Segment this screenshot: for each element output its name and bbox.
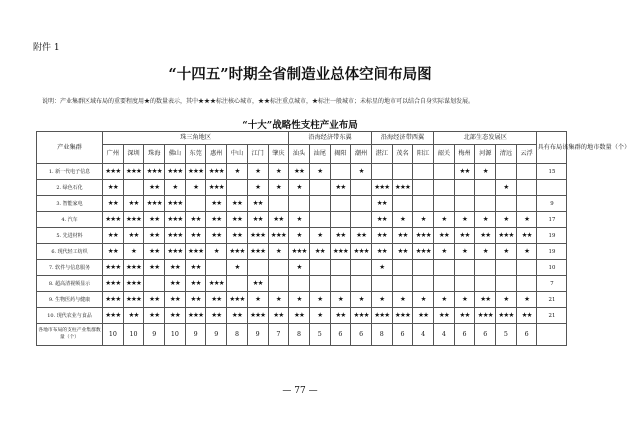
- star-rating-cell: ★★: [144, 308, 165, 324]
- star-rating-cell: ★★: [144, 292, 165, 308]
- star-rating-cell: ★★★: [206, 164, 227, 180]
- city-header: 东莞: [185, 145, 206, 164]
- city-header: 汕头: [289, 145, 310, 164]
- table-row: [37, 164, 567, 180]
- city-header: 深圳: [123, 145, 144, 164]
- star-rating-cell: [413, 164, 434, 180]
- star-rating-cell: ★: [516, 212, 537, 228]
- star-rating-cell: ★: [289, 292, 310, 308]
- star-rating-cell: ★: [206, 244, 227, 260]
- star-rating-cell: ★★: [206, 308, 227, 324]
- star-rating-cell: ★★: [227, 228, 248, 244]
- star-rating-cell: ★★: [185, 292, 206, 308]
- star-rating-cell: [496, 164, 517, 180]
- star-rating-cell: ★: [351, 164, 372, 180]
- star-rating-cell: [475, 276, 496, 292]
- star-rating-cell: ★: [496, 212, 517, 228]
- industry-layout-table: [36, 131, 630, 346]
- star-rating-cell: ★: [289, 260, 310, 276]
- star-rating-cell: ★★★: [351, 244, 372, 260]
- star-rating-cell: ★★: [392, 244, 413, 260]
- star-rating-cell: ★★: [289, 164, 310, 180]
- city-header: 云浮: [516, 145, 537, 164]
- star-rating-cell: ★: [268, 292, 289, 308]
- cluster-count-cell: 9: [144, 324, 165, 346]
- legend-note: 说明：产业集群区域布局的重要程度用★的数量表示，其中★★★标注核心城市，★★标注重点城市，★标注一般城市；未标星的地市可以结合自身实际谋划发展。: [42, 98, 475, 105]
- star-rating-cell: ★★: [371, 212, 392, 228]
- star-rating-cell: ★: [392, 292, 413, 308]
- table-row: [37, 292, 567, 308]
- star-rating-cell: ★★★: [165, 212, 186, 228]
- cluster-count-cell: 9: [247, 324, 268, 346]
- star-rating-cell: [537, 180, 567, 196]
- star-rating-cell: ★: [496, 292, 517, 308]
- star-rating-cell: ★★: [330, 228, 351, 244]
- star-rating-cell: [516, 276, 537, 292]
- star-rating-cell: ★★: [185, 228, 206, 244]
- star-rating-cell: [330, 276, 351, 292]
- star-rating-cell: ★★★: [103, 212, 124, 228]
- star-rating-cell: ★★★: [371, 308, 392, 324]
- star-rating-cell: ★: [371, 292, 392, 308]
- industry-name: 5. 先进材料: [37, 228, 103, 244]
- star-rating-cell: ★★: [165, 276, 186, 292]
- star-rating-cell: ★: [496, 244, 517, 260]
- industry-name: 6. 现代轻工纺织: [37, 244, 103, 260]
- star-rating-cell: [371, 164, 392, 180]
- cluster-count-cell: 6: [351, 324, 372, 346]
- star-rating-cell: [144, 276, 165, 292]
- star-rating-cell: ★★: [454, 228, 475, 244]
- star-rating-cell: ★: [247, 164, 268, 180]
- star-rating-cell: ★★: [165, 260, 186, 276]
- star-rating-cell: ★: [516, 292, 537, 308]
- star-rating-cell: ★★★: [103, 276, 124, 292]
- city-count-cell: 19: [537, 228, 567, 244]
- star-rating-cell: [185, 196, 206, 212]
- industry-header: 产业集群: [37, 132, 103, 164]
- city-count-cell: 21: [537, 292, 567, 308]
- star-rating-cell: [268, 196, 289, 212]
- star-rating-cell: [413, 276, 434, 292]
- star-rating-cell: [330, 196, 351, 212]
- star-rating-cell: ★★★: [123, 276, 144, 292]
- city-header: 河源: [475, 145, 496, 164]
- empty-cell: [537, 324, 567, 346]
- star-rating-cell: ★★★: [227, 292, 248, 308]
- star-rating-cell: ★: [475, 244, 496, 260]
- star-rating-cell: ★: [413, 292, 434, 308]
- region-header-pearl-river-delta: 珠三角地区: [103, 132, 289, 145]
- star-rating-cell: ★: [475, 164, 496, 180]
- star-rating-cell: [413, 260, 434, 276]
- star-rating-cell: ★★★: [330, 244, 351, 260]
- cluster-count-cell: 4: [434, 324, 455, 346]
- star-rating-cell: ★★★: [289, 244, 310, 260]
- star-rating-cell: ★: [434, 212, 455, 228]
- star-rating-cell: ★★★: [144, 164, 165, 180]
- region-header-east-coast: 沿海经济带东翼: [289, 132, 372, 145]
- star-rating-cell: ★: [289, 180, 310, 196]
- star-rating-cell: ★★★: [413, 244, 434, 260]
- star-rating-cell: ★★: [103, 180, 124, 196]
- star-rating-cell: ★★: [144, 228, 165, 244]
- star-rating-cell: ★: [268, 180, 289, 196]
- city-header: 惠州: [206, 145, 227, 164]
- star-rating-cell: ★★★: [206, 180, 227, 196]
- star-rating-cell: [351, 212, 372, 228]
- star-rating-cell: ★★: [185, 260, 206, 276]
- star-rating-cell: [289, 276, 310, 292]
- star-rating-cell: ★★: [516, 308, 537, 324]
- industry-name: 8. 超高清视频显示: [37, 276, 103, 292]
- star-rating-cell: ★★: [247, 276, 268, 292]
- industry-name: 7. 软件与信息服务: [37, 260, 103, 276]
- table-row: [37, 228, 567, 244]
- cluster-count-cell: 6: [454, 324, 475, 346]
- star-rating-cell: [123, 180, 144, 196]
- star-rating-cell: [268, 260, 289, 276]
- star-rating-cell: [454, 260, 475, 276]
- star-rating-cell: ★★★: [185, 164, 206, 180]
- star-rating-cell: ★: [227, 164, 248, 180]
- star-rating-cell: ★: [289, 228, 310, 244]
- star-rating-cell: [371, 276, 392, 292]
- star-rating-cell: [434, 196, 455, 212]
- city-count-cell: 10: [537, 260, 567, 276]
- star-rating-cell: ★★: [227, 308, 248, 324]
- page-number: — 77 —: [282, 386, 318, 396]
- star-rating-cell: ★★★: [247, 244, 268, 260]
- cluster-count-cell: 6: [330, 324, 351, 346]
- star-rating-cell: [496, 196, 517, 212]
- star-rating-cell: ★★: [144, 212, 165, 228]
- city-header: 梅州: [454, 145, 475, 164]
- star-rating-cell: ★: [247, 180, 268, 196]
- star-rating-cell: [434, 276, 455, 292]
- star-rating-cell: ★★: [144, 180, 165, 196]
- star-rating-cell: ★★: [330, 308, 351, 324]
- star-rating-cell: ★★: [309, 244, 330, 260]
- region-header-north-ecological: 北部生态发展区: [434, 132, 537, 145]
- star-rating-cell: ★: [289, 212, 310, 228]
- star-rating-cell: [206, 260, 227, 276]
- star-rating-cell: ★★: [516, 228, 537, 244]
- cluster-count-row: [37, 324, 567, 346]
- star-rating-cell: [516, 196, 537, 212]
- industry-name: 3. 智能家电: [37, 196, 103, 212]
- star-rating-cell: ★: [268, 244, 289, 260]
- star-rating-cell: ★★: [206, 228, 227, 244]
- star-rating-cell: ★★: [247, 196, 268, 212]
- star-rating-cell: ★: [434, 292, 455, 308]
- star-rating-cell: ★: [454, 292, 475, 308]
- star-rating-cell: ★★★: [496, 308, 517, 324]
- city-count-cell: 19: [537, 244, 567, 260]
- star-rating-cell: ★★: [289, 308, 310, 324]
- cluster-count-cell: 9: [185, 324, 206, 346]
- star-rating-cell: ★★: [103, 196, 124, 212]
- star-rating-cell: ★: [268, 164, 289, 180]
- star-rating-cell: ★★: [330, 180, 351, 196]
- star-rating-cell: ★★: [185, 276, 206, 292]
- cluster-count-cell: 7: [268, 324, 289, 346]
- star-rating-cell: [434, 260, 455, 276]
- star-rating-cell: ★★: [268, 308, 289, 324]
- city-header: 江门: [247, 145, 268, 164]
- star-rating-cell: ★★★: [392, 308, 413, 324]
- star-rating-cell: ★★★: [123, 164, 144, 180]
- star-rating-cell: [475, 260, 496, 276]
- star-rating-cell: [413, 196, 434, 212]
- star-rating-cell: [309, 180, 330, 196]
- star-rating-cell: [268, 276, 289, 292]
- star-rating-cell: ★: [392, 212, 413, 228]
- star-rating-cell: ★★: [123, 196, 144, 212]
- star-rating-cell: ★★: [351, 228, 372, 244]
- cluster-count-cell: 8: [227, 324, 248, 346]
- city-header: 汕尾: [309, 145, 330, 164]
- star-rating-cell: ★★★: [247, 308, 268, 324]
- star-rating-cell: ★★: [247, 212, 268, 228]
- star-rating-cell: ★★★: [165, 228, 186, 244]
- star-rating-cell: ★★: [206, 212, 227, 228]
- star-rating-cell: ★: [309, 308, 330, 324]
- star-rating-cell: ★★: [227, 196, 248, 212]
- star-rating-cell: ★: [516, 244, 537, 260]
- star-rating-cell: [351, 276, 372, 292]
- city-count-cell: 7: [537, 276, 567, 292]
- star-rating-cell: [392, 276, 413, 292]
- star-rating-cell: ★★: [185, 212, 206, 228]
- city-header: 肇庆: [268, 145, 289, 164]
- star-rating-cell: [309, 276, 330, 292]
- star-rating-cell: ★★: [103, 244, 124, 260]
- table-row: [37, 196, 567, 212]
- industry-name: 2. 绿色石化: [37, 180, 103, 196]
- region-header-west-coast: 沿海经济带西翼: [371, 132, 433, 145]
- star-rating-cell: ★★: [475, 228, 496, 244]
- table-row: [37, 308, 567, 324]
- industry-name: 10. 现代农业与食品: [37, 308, 103, 324]
- star-rating-cell: ★: [185, 180, 206, 196]
- star-rating-cell: ★: [413, 212, 434, 228]
- star-rating-cell: ★★★: [206, 276, 227, 292]
- table-title: “十大”战略性支柱产业布局: [242, 120, 358, 131]
- city-header: 韶关: [434, 145, 455, 164]
- star-rating-cell: ★★★: [123, 212, 144, 228]
- star-rating-cell: ★★★: [144, 196, 165, 212]
- star-rating-cell: ★★★: [165, 244, 186, 260]
- star-rating-cell: [227, 180, 248, 196]
- star-rating-cell: ★★: [371, 196, 392, 212]
- star-rating-cell: [330, 260, 351, 276]
- star-rating-cell: ★★: [434, 308, 455, 324]
- star-rating-cell: ★★★: [496, 228, 517, 244]
- city-header: 茂名: [392, 145, 413, 164]
- star-rating-cell: ★★★: [371, 180, 392, 196]
- attachment-label: 附件 1: [33, 43, 60, 53]
- star-rating-cell: ★★: [165, 308, 186, 324]
- star-rating-cell: ★: [123, 244, 144, 260]
- star-rating-cell: ★: [434, 244, 455, 260]
- star-rating-cell: ★★★: [103, 260, 124, 276]
- star-rating-cell: ★★: [165, 292, 186, 308]
- industry-name: 9. 生物医药与健康: [37, 292, 103, 308]
- table-row: [37, 260, 567, 276]
- star-rating-cell: [309, 260, 330, 276]
- star-rating-cell: ★★: [371, 228, 392, 244]
- cluster-count-cell: 8: [371, 324, 392, 346]
- star-rating-cell: [392, 196, 413, 212]
- table-row: [37, 276, 567, 292]
- star-rating-cell: ★★★: [103, 164, 124, 180]
- city-header: 湛江: [371, 145, 392, 164]
- star-rating-cell: [289, 196, 310, 212]
- star-rating-cell: [392, 164, 413, 180]
- star-rating-cell: ★★: [123, 228, 144, 244]
- star-rating-cell: ★★★: [103, 308, 124, 324]
- cluster-count-cell: 5: [309, 324, 330, 346]
- star-rating-cell: ★: [309, 292, 330, 308]
- star-rating-cell: ★: [330, 292, 351, 308]
- star-rating-cell: [351, 180, 372, 196]
- star-rating-cell: ★★★: [123, 260, 144, 276]
- cluster-count-cell: 9: [206, 324, 227, 346]
- cluster-count-cell: 8: [289, 324, 310, 346]
- star-rating-cell: [330, 164, 351, 180]
- star-rating-cell: ★★★: [247, 228, 268, 244]
- star-rating-cell: ★★: [475, 292, 496, 308]
- star-rating-cell: ★★★: [103, 292, 124, 308]
- star-rating-cell: ★★★: [227, 244, 248, 260]
- star-rating-cell: ★★: [454, 308, 475, 324]
- city-header: 阳江: [413, 145, 434, 164]
- cluster-count-label: 各地市布局的支柱产业集群数量（个）: [37, 324, 103, 346]
- star-rating-cell: [516, 180, 537, 196]
- star-rating-cell: [496, 260, 517, 276]
- star-rating-cell: ★: [227, 260, 248, 276]
- city-count-cell: 15: [537, 164, 567, 180]
- city-header: 广州: [103, 145, 124, 164]
- star-rating-cell: ★: [165, 180, 186, 196]
- city-count-cell: 21: [537, 308, 567, 324]
- star-rating-cell: [434, 180, 455, 196]
- star-rating-cell: [475, 196, 496, 212]
- star-rating-cell: [454, 180, 475, 196]
- star-rating-cell: [351, 260, 372, 276]
- city-count-cell: 9: [537, 196, 567, 212]
- city-header: 清远: [496, 145, 517, 164]
- star-rating-cell: [496, 276, 517, 292]
- star-rating-cell: [475, 180, 496, 196]
- star-rating-cell: ★★: [454, 164, 475, 180]
- city-count-cell: 17: [537, 212, 567, 228]
- city-header: 潮州: [351, 145, 372, 164]
- city-header: 佛山: [165, 145, 186, 164]
- city-header: 中山: [227, 145, 248, 164]
- star-rating-cell: [309, 196, 330, 212]
- star-rating-cell: [413, 180, 434, 196]
- star-rating-cell: ★★: [206, 196, 227, 212]
- star-rating-cell: ★: [309, 164, 330, 180]
- table-row: [37, 212, 567, 228]
- star-rating-cell: ★: [247, 292, 268, 308]
- industry-name: 4. 汽车: [37, 212, 103, 228]
- star-rating-cell: [392, 260, 413, 276]
- star-rating-cell: ★★: [144, 244, 165, 260]
- star-rating-cell: [516, 164, 537, 180]
- star-rating-cell: ★★: [144, 260, 165, 276]
- star-rating-cell: [247, 260, 268, 276]
- star-rating-cell: ★★: [434, 228, 455, 244]
- star-rating-cell: [309, 212, 330, 228]
- star-rating-cell: ★: [496, 180, 517, 196]
- star-rating-cell: ★★: [413, 308, 434, 324]
- star-rating-cell: ★★★: [185, 308, 206, 324]
- star-rating-cell: [227, 276, 248, 292]
- star-rating-cell: ★★★: [268, 228, 289, 244]
- city-header: 珠海: [144, 145, 165, 164]
- cluster-count-cell: 4: [413, 324, 434, 346]
- star-rating-cell: ★★★: [413, 228, 434, 244]
- cluster-count-cell: 5: [496, 324, 517, 346]
- cluster-count-cell: 10: [165, 324, 186, 346]
- star-rating-cell: ★★★: [475, 308, 496, 324]
- city-header: 揭阳: [330, 145, 351, 164]
- star-rating-cell: ★★: [392, 228, 413, 244]
- page-title: “十四五”时期全省制造业总体空间布局图: [168, 66, 432, 83]
- star-rating-cell: [434, 164, 455, 180]
- star-rating-cell: ★★★: [165, 196, 186, 212]
- star-rating-cell: ★★★: [392, 180, 413, 196]
- table-row: [37, 244, 567, 260]
- star-rating-cell: ★★: [206, 292, 227, 308]
- star-rating-cell: ★★★: [165, 164, 186, 180]
- star-rating-cell: ★: [475, 212, 496, 228]
- star-rating-cell: ★: [351, 292, 372, 308]
- star-rating-cell: [516, 260, 537, 276]
- cluster-count-cell: 10: [103, 324, 124, 346]
- star-rating-cell: [351, 196, 372, 212]
- star-rating-cell: ★: [454, 244, 475, 260]
- star-rating-cell: [454, 196, 475, 212]
- star-rating-cell: ★★★: [185, 244, 206, 260]
- star-rating-cell: ★★: [103, 228, 124, 244]
- star-rating-cell: ★: [454, 212, 475, 228]
- star-rating-cell: ★: [309, 228, 330, 244]
- star-rating-cell: [330, 212, 351, 228]
- total-header: 具有布局该集群的地市数量（个）: [537, 132, 567, 164]
- cluster-count-cell: 6: [392, 324, 413, 346]
- star-rating-cell: [454, 276, 475, 292]
- cluster-count-cell: 10: [123, 324, 144, 346]
- star-rating-cell: ★★: [123, 308, 144, 324]
- cluster-count-cell: 6: [516, 324, 537, 346]
- star-rating-cell: ★★★: [123, 292, 144, 308]
- industry-name: 1. 新一代电子信息: [37, 164, 103, 180]
- star-rating-cell: ★★: [371, 244, 392, 260]
- cluster-count-cell: 6: [475, 324, 496, 346]
- star-rating-cell: ★: [371, 260, 392, 276]
- star-rating-cell: ★★: [268, 212, 289, 228]
- star-rating-cell: ★★: [227, 212, 248, 228]
- star-rating-cell: ★★★: [351, 308, 372, 324]
- table-row: [37, 180, 567, 196]
